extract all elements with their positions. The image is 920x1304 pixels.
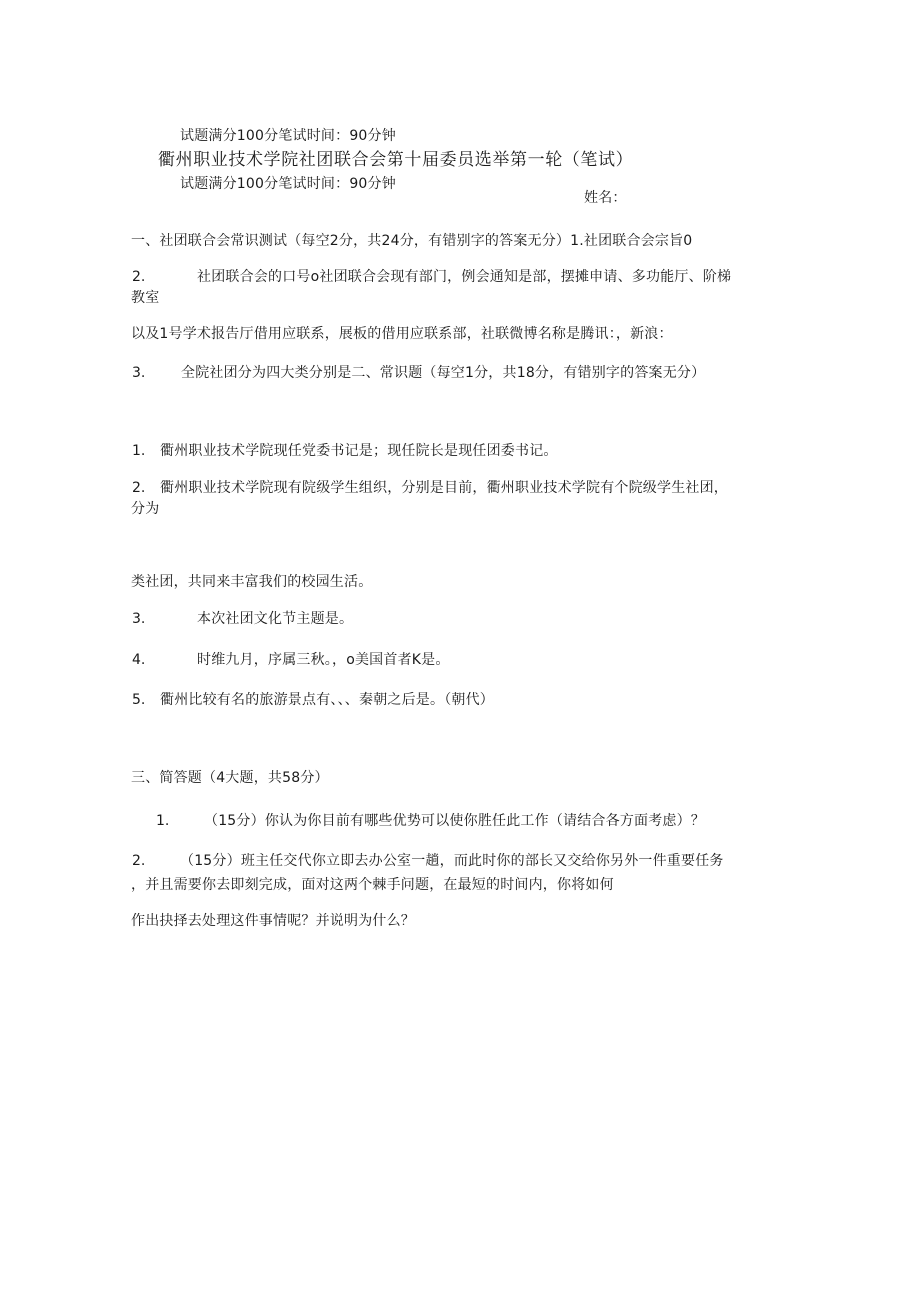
section3-q1-number: 1. (156, 813, 170, 829)
section2-q5-number: 5. (132, 692, 146, 708)
section3-heading: 三、简答题（4大题，共58分） (131, 770, 329, 786)
section1-q3-text: 全院社团分为四大类分别是二、常识题（每空1分，共18分，有错别字的答案无分） (181, 365, 706, 381)
section2-q2-text: 衢州职业技术学院现有院级学生组织，分别是目前，衢州职业技术学院有个院级学生社团， (160, 480, 728, 496)
section2-q4-number: 4. (132, 652, 146, 668)
exam-time-info: 试题满分100分笔试时间：90分钟 (180, 176, 396, 192)
section2-q3-text: 本次社团文化节主题是。 (197, 611, 354, 627)
section2-q2-number: 2. (132, 480, 146, 496)
section1-q2-number: 2. (132, 269, 146, 285)
section2-q4-text: 时维九月，序属三秋。，o美国首者K是。 (197, 652, 450, 668)
section3-q2-continuation: ，并且需要你去即刻完成，面对这两个棘手问题，在最短的时间内，你将如何 (131, 877, 614, 893)
page-title: 衢州职业技术学院社团联合会第十届委员选举第一轮（笔试） (158, 150, 634, 170)
section1-q3-number: 3. (132, 365, 146, 381)
section3-q2-text: （15分）班主任交代你立即去办公室一趟，而此时你的部长又交给你另外一件重要任务 (180, 853, 724, 869)
section3-q2-number: 2. (132, 853, 146, 869)
section2-q1-text: 衢州职业技术学院现任党委书记是；现任院长是现任团委书记。 (160, 443, 558, 459)
section1-q2-text: 社团联合会的口号o社团联合会现有部门，例会通知是部，摆摊申请、多功能厅、阶梯 (197, 269, 732, 285)
section2-q2-continuation: 分为 (131, 501, 160, 517)
name-label: 姓名： (584, 190, 627, 206)
section2-q5-text: 衢州比较有名的旅游景点有、、、秦朝之后是。（朝代） (160, 692, 494, 708)
section3-q2-line2: 作出抉择去处理这件事情呢？并说明为什么？ (131, 913, 415, 929)
section1-heading: 一、社团联合会常识测试（每空2分，共24分，有错别字的答案无分）1.社团联合会宗旨0 (131, 233, 693, 249)
section2-q1-number: 1. (132, 443, 146, 459)
exam-time-info-top: 试题满分100分笔试时间：90分钟 (180, 128, 396, 144)
section1-q2-line2: 以及1号学术报告厅借用应联系，展板的借用应联系部，社联微博名称是腾讯：，新浪： (131, 326, 673, 342)
section2-q3-number: 3. (132, 611, 146, 627)
section3-q1-text: （15分）你认为你目前有哪些优势可以使你胜任此工作（请结合各方面考虑）？ (204, 813, 706, 829)
section1-q2-continuation: 教室 (131, 290, 160, 306)
section2-q2-line2: 类社团，共同来丰富我们的校园生活。 (131, 574, 373, 590)
